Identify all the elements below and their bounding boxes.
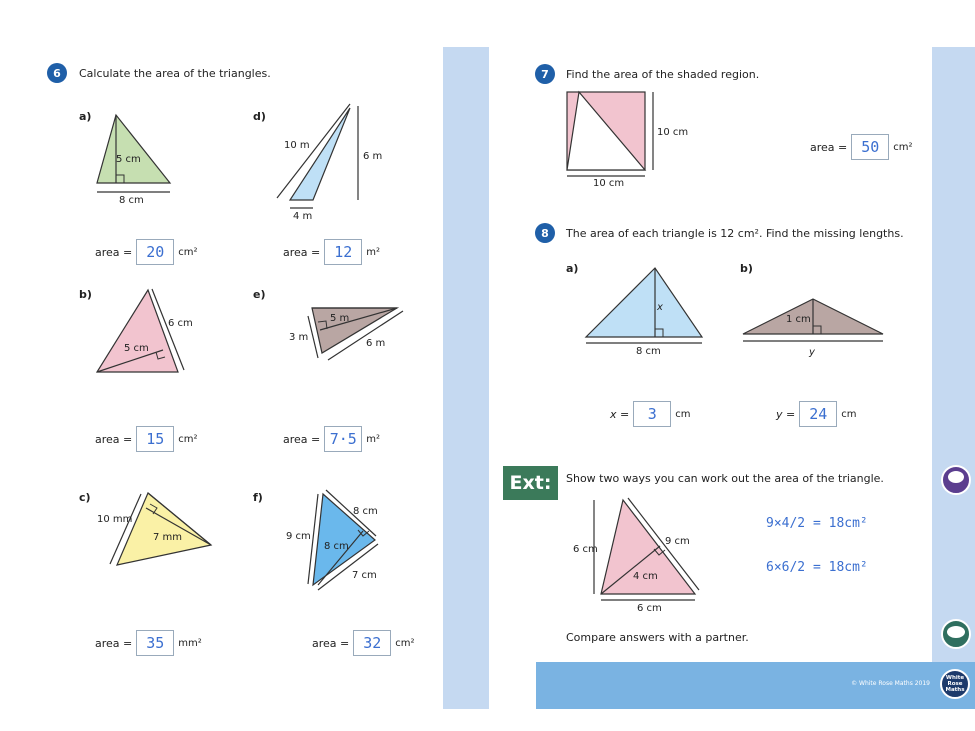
q6c-triangle [97, 493, 211, 565]
question-8-text: The area of each triangle is 12 cm². Find the missing lengths. [566, 227, 904, 240]
q6e-answer-box[interactable]: 7·5 [324, 426, 362, 452]
thought-bubble-icon[interactable] [941, 465, 971, 495]
q8a-label: a) [566, 262, 579, 275]
q6f-bottom-label: 7 cm [352, 570, 377, 581]
q6b-label: b) [79, 288, 92, 301]
q6e-answer-row: area = 7·5 m² [283, 426, 380, 452]
q6d-label: d) [253, 110, 266, 123]
right-margin-band [932, 47, 975, 709]
q8b-label: b) [740, 262, 753, 275]
question-8-number: 8 [535, 223, 555, 243]
page-gutter [443, 47, 489, 709]
q7-answer-row: area = 50 cm² [810, 134, 913, 160]
q6a-label: a) [79, 110, 92, 123]
q7-answer-box[interactable]: 50 [851, 134, 889, 160]
q6f-answer-row: area = 32 cm² [312, 630, 415, 656]
q8a-triangle [586, 268, 702, 357]
q6d-answer-box[interactable]: 12 [324, 239, 362, 265]
q8a-answer-row: x = 3 cm [610, 401, 690, 427]
q6b-answer-box[interactable]: 15 [136, 426, 174, 452]
q8b-answer-row: y = 24 cm [776, 401, 856, 427]
q6f-triangle [286, 490, 378, 590]
footer-copyright: © White Rose Maths 2019 [851, 680, 930, 687]
ext-left-label: 6 cm [573, 544, 598, 555]
q8a-height-var: x [657, 302, 663, 313]
q6-diagrams [0, 0, 443, 731]
q7-width-label: 10 cm [593, 178, 625, 189]
q8a-base-label: 8 cm [636, 346, 661, 357]
q6a-base-label: 8 cm [119, 195, 144, 206]
question-7-number: 7 [535, 64, 555, 84]
q6c-height-label: 7 mm [153, 532, 183, 543]
q6d-triangle [277, 104, 382, 222]
q6c-side-label: 10 mm [97, 514, 133, 525]
ext-handwritten-working-1: 9×4/2 = 18cm² [766, 516, 868, 531]
q8b-answer-box[interactable]: 24 [799, 401, 837, 427]
q6b-side-label: 6 cm [168, 318, 193, 329]
q6e-right-label: 6 m [366, 338, 386, 349]
q6a-answer-box[interactable]: 20 [136, 239, 174, 265]
q8b-triangle [743, 299, 883, 358]
q7-height-label: 10 cm [657, 127, 689, 138]
q6f-answer-box[interactable]: 32 [353, 630, 391, 656]
question-6-number: 6 [47, 63, 67, 83]
q6c-answer-box[interactable]: 35 [136, 630, 174, 656]
q6f-label: f) [253, 491, 263, 504]
q6a-height-label: 5 cm [116, 154, 141, 165]
q6c-label: c) [79, 491, 91, 504]
extension-badge: Ext: [503, 466, 558, 500]
q6e-triangle [289, 308, 403, 360]
q6d-slant-label: 10 m [284, 140, 310, 151]
q6b-height-label: 5 cm [124, 343, 149, 354]
q7-shaded-square [567, 92, 688, 189]
q6f-middle-label: 8 cm [324, 541, 349, 552]
q8a-answer-box[interactable]: 3 [633, 401, 671, 427]
q6a-answer-row: area = 20 cm² [95, 239, 198, 265]
q6d-answer-row: area = 12 m² [283, 239, 380, 265]
ext-triangle [573, 498, 699, 614]
question-6-text: Calculate the area of the triangles. [79, 67, 271, 80]
question-7-text: Find the area of the shaded region. [566, 68, 760, 81]
q6d-height-label: 6 m [363, 151, 383, 162]
q8b-base-var: y [809, 347, 815, 358]
q6e-left-label: 3 m [289, 332, 309, 343]
q6c-answer-row: area = 35 mm² [95, 630, 202, 656]
ext-base-label: 6 cm [637, 603, 662, 614]
q6e-label: e) [253, 288, 266, 301]
ext-right-label: 9 cm [665, 536, 690, 547]
ext-handwritten-working-2: 6×6/2 = 18cm² [766, 560, 868, 575]
q8b-height-label: 1 cm [786, 314, 811, 325]
q6f-left-label: 9 cm [286, 531, 311, 542]
extension-text: Show two ways you can work out the area of the triangle. [566, 472, 884, 485]
q6a-triangle [97, 115, 170, 206]
q6b-triangle [97, 289, 193, 372]
q6f-top-label: 8 cm [353, 506, 378, 517]
q6b-answer-row: area = 15 cm² [95, 426, 198, 452]
q6e-top-label: 5 m [330, 313, 350, 324]
speech-bubble-icon[interactable] [941, 619, 971, 649]
compare-text: Compare answers with a partner. [566, 631, 749, 644]
ext-height-label: 4 cm [633, 571, 658, 582]
q6d-base-label: 4 m [293, 211, 313, 222]
white-rose-logo: White Rose Maths [940, 669, 970, 699]
